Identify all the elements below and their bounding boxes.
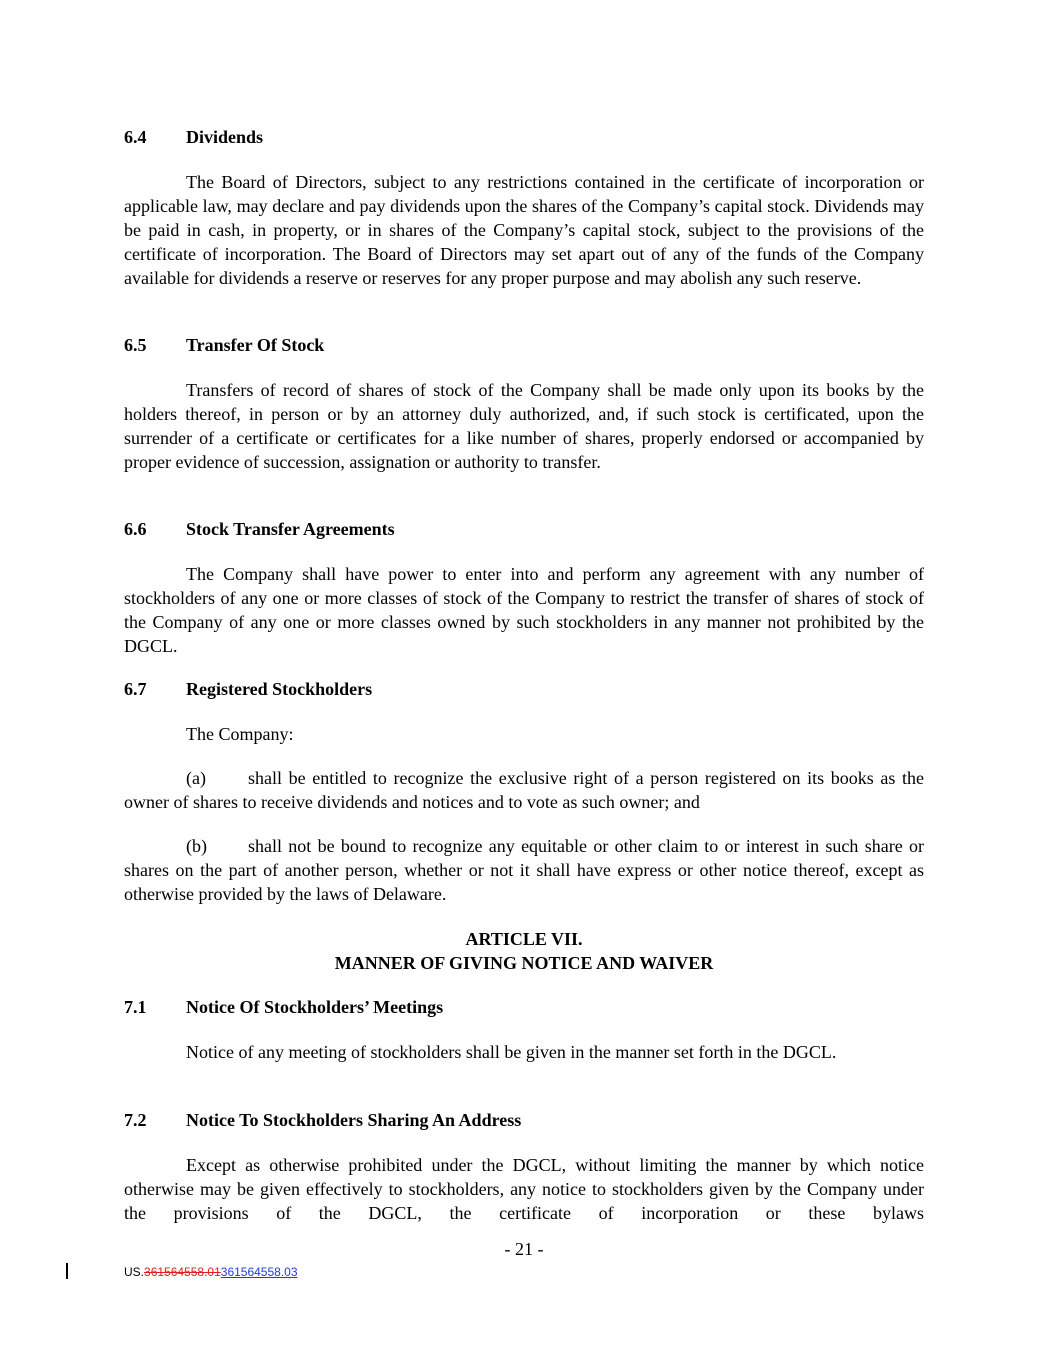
section-body-7-1: Notice of any meeting of stockholders shall be given in the manner set forth in the DGCL. <box>186 1042 837 1062</box>
page-number: - 21 - <box>504 1239 544 1259</box>
section-body-6-4: The Board of Directors, subject to any restrictions contained in the certificate of incorporation or applicable law, may declare and pay dividends upon the shares of the Company’s capital stock. Dividends may be paid in cash, in property, or in shares of the Company’s capital stock, subject to the provisions of the certificate of incorporation. The Board of Directors may set apart out of any of the funds of the Company available for dividends a reserve or reserves for any proper purpose and may abolish any such reserve. <box>124 172 924 288</box>
section-heading-6-7: 6.7 Registered Stockholders <box>124 679 373 699</box>
section-body-6-6: The Company shall have power to enter into and perform any agreement with any number of stockholders of any one or more classes of stock of the Company to restrict the transfer of shares of stock of the Company of any one or more classes owned by such stockholders in any manner not prohibited by the DGCL. <box>124 564 924 656</box>
article-title: MANNER OF GIVING NOTICE AND WAIVER <box>334 953 714 973</box>
inserted-doc-id: 361564558.03 <box>220 1265 298 1279</box>
section-heading-6-5: 6.5 Transfer Of Stock <box>124 335 325 355</box>
section-heading-7-2: 7.2 Notice To Stockholders Sharing An Address <box>124 1110 522 1130</box>
document-footer-id: US.361564558.01361564558.03 <box>124 1265 298 1279</box>
section-heading-7-1: 7.1 Notice Of Stockholders’ Meetings <box>124 997 444 1017</box>
section-heading-6-4: 6.4 Dividends <box>124 127 264 147</box>
section-body-7-2: Except as otherwise prohibited under the DGCL, without limiting the manner by which notice otherwise may be given effectively to stockholders, any notice to stockholders given by the Company under the provisions of the DGCL, the certificate of incorporation or these bylaws <box>124 1155 924 1223</box>
article-number: ARTICLE VII. <box>465 929 583 949</box>
revision-change-bar <box>66 1263 68 1279</box>
list-item-a: (a) shall be entitled to recognize the exclusive right of a person registered on its books as the owner of shares to receive dividends and notices and to vote as such owner; and <box>124 768 924 812</box>
deleted-doc-id: 361564558.01 <box>144 1265 221 1279</box>
section-intro-6-7: The Company: <box>186 724 294 744</box>
section-body-6-5: Transfers of record of shares of stock of the Company shall be made only upon its books by the holders thereof, in person or by an attorney duly authorized, and, if such stock is certificated, upon the surrender of a certificate or certificates for a like number of shares, properly endorsed or accompanied by proper evidence of succession, assignation or authority to transfer. <box>124 380 924 472</box>
section-heading-6-6: 6.6 Stock Transfer Agreements <box>124 519 395 539</box>
list-item-b: (b) shall not be bound to recognize any equitable or other claim to or interest in such share or shares on the part of another person, whether or not it shall have express or other notice thereof, except as otherwise provided by the laws of Delaware. <box>124 836 924 904</box>
